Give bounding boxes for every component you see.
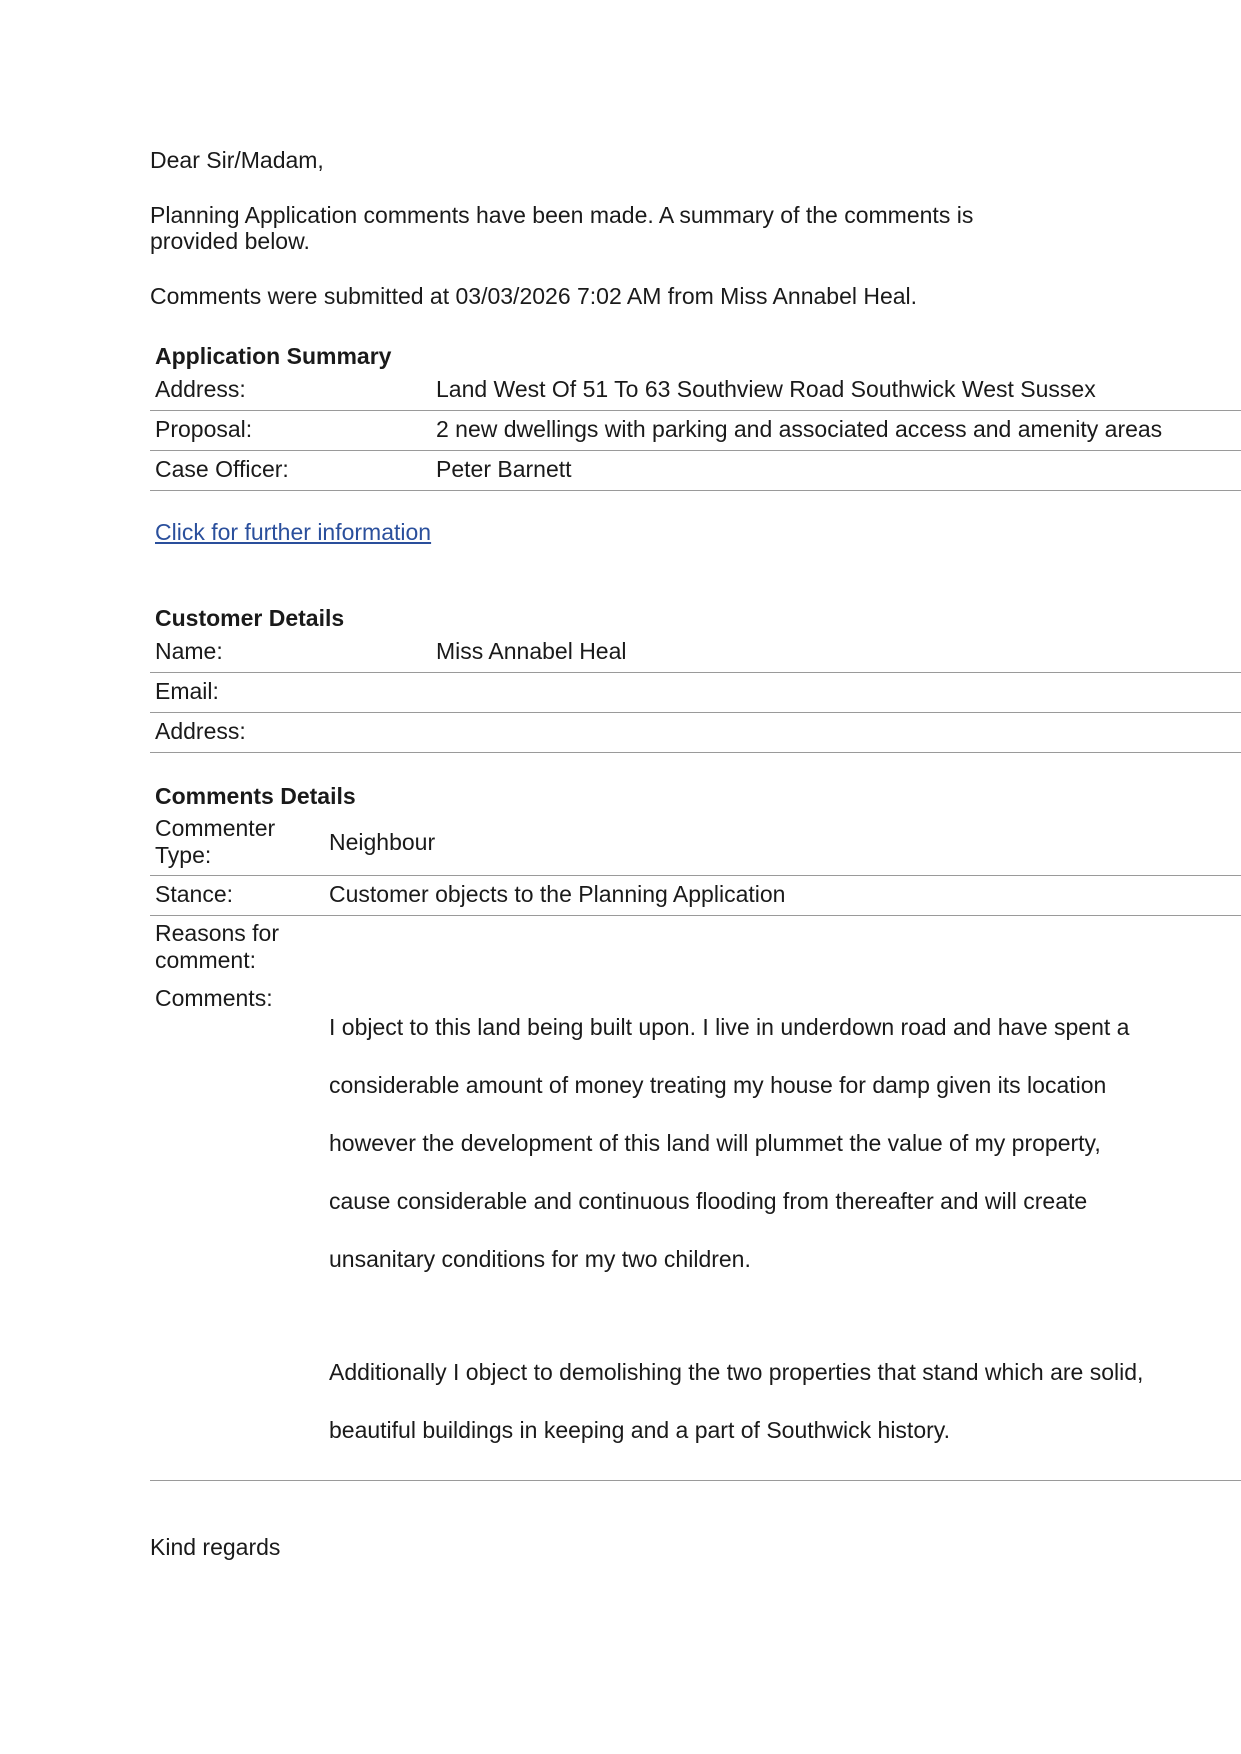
- application-summary-title: Application Summary: [155, 343, 392, 369]
- submitted-line: Comments were submitted at 03/03/2026 7:02 AM from Miss Annabel Heal.: [150, 283, 918, 309]
- commenter-type-label-line-1: Commenter: [155, 815, 276, 841]
- comment-p1-line: unsanitary conditions for my two children.: [329, 1246, 751, 1272]
- reasons-row: [150, 916, 1241, 981]
- customer-details-title: Customer Details: [155, 605, 345, 631]
- customer-address-value: [431, 713, 1241, 753]
- closing: Kind regards: [150, 1534, 281, 1560]
- letter-page: [150, 146, 1241, 1562]
- customer-details-table: [150, 633, 1241, 753]
- intro-line-1: Planning Application comments have been made. A summary of the comments is: [150, 202, 974, 228]
- further-information-link[interactable]: Click for further information: [155, 519, 432, 545]
- comment-p1-line: considerable amount of money treating my house for damp given its location: [329, 1072, 1107, 1098]
- comment-paragraph-1: [329, 984, 1236, 1303]
- proposal-row: [150, 411, 1241, 451]
- case-officer-label: Case Officer:: [150, 451, 431, 491]
- proposal-value: 2 new dwellings with parking and associated access and amenity areas: [431, 411, 1241, 451]
- comments-label: Comments:: [150, 980, 324, 1481]
- customer-name-value: Miss Annabel Heal: [431, 633, 1241, 673]
- commenter-type-label-line-2: Type:: [155, 842, 212, 868]
- comments-value: [324, 980, 1241, 1481]
- customer-email-label: Email:: [150, 673, 431, 713]
- reasons-label-line-2: comment:: [155, 947, 256, 973]
- stance-label: Stance:: [150, 876, 324, 916]
- customer-email-row: [150, 673, 1241, 713]
- commenter-type-row: [150, 811, 1241, 876]
- salutation: Dear Sir/Madam,: [150, 147, 324, 173]
- intro-line-2: provided below.: [150, 228, 310, 254]
- application-summary-table: [150, 371, 1241, 491]
- customer-address-row: [150, 713, 1241, 753]
- address-value: Land West Of 51 To 63 Southview Road Southwick West Sussex: [431, 371, 1241, 411]
- case-officer-row: [150, 451, 1241, 491]
- commenter-type-value: Neighbour: [324, 811, 1241, 876]
- comment-p2-line: Additionally I object to demolishing the two properties that stand which are solid,: [329, 1359, 1144, 1385]
- comments-row: [150, 980, 1241, 1481]
- commenter-type-label: [150, 811, 324, 876]
- comment-p2-line: beautiful buildings in keeping and a part of Southwick history.: [329, 1417, 950, 1443]
- comments-details-table: [150, 811, 1241, 1481]
- customer-name-row: [150, 633, 1241, 673]
- address-row: [150, 371, 1241, 411]
- comments-details-title: Comments Details: [155, 783, 356, 809]
- customer-name-label: Name:: [150, 633, 431, 673]
- proposal-label: Proposal:: [150, 411, 431, 451]
- reasons-label: [150, 916, 324, 981]
- comment-paragraph-2: [329, 1329, 1236, 1474]
- stance-value: Customer objects to the Planning Application: [324, 876, 1241, 916]
- reasons-label-line-1: Reasons for: [155, 920, 280, 946]
- customer-address-label: Address:: [150, 713, 431, 753]
- reasons-value: [324, 916, 1241, 981]
- comment-p1-line: however the development of this land will plummet the value of my property,: [329, 1130, 1101, 1156]
- comment-p1-line: I object to this land being built upon. I live in underdown road and have spent a: [329, 1014, 1130, 1040]
- case-officer-value: Peter Barnett: [431, 451, 1241, 491]
- stance-row: [150, 876, 1241, 916]
- customer-email-value: [431, 673, 1241, 713]
- address-label: Address:: [150, 371, 431, 411]
- comment-p1-line: cause considerable and continuous flooding from thereafter and will create: [329, 1188, 1088, 1214]
